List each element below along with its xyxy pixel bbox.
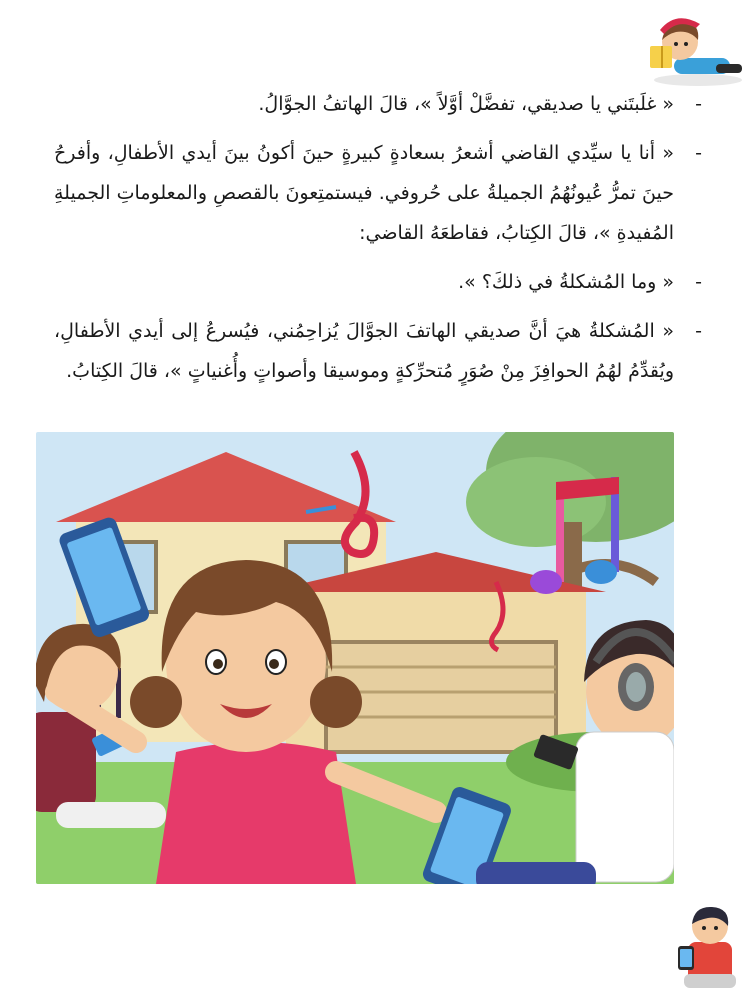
paragraph-dash: - xyxy=(695,271,702,293)
paragraph-text: « غلَبتَني يا صديقي، تفضَّلْ أوَّلاً »، قالَ الهاتفُ الجوَّالُ. xyxy=(258,93,674,115)
paragraph-dash: - xyxy=(695,320,702,342)
paragraph-4 xyxy=(54,311,702,391)
reading-boy-icon xyxy=(646,6,746,88)
paragraph-3 xyxy=(54,262,702,302)
paragraph-dash: - xyxy=(695,93,702,115)
story-text xyxy=(54,84,702,400)
paragraph-text: « أنا يا سيِّدي القاضي أشعرُ بسعادةٍ كبيرةٍ حينَ أكونُ بينَ أيدي الأطفالِ، وأفرحُ حينَ تمرُّ عُيونُهُمُ الجميلةُ على حُروفي. فيستمتِعونَ بالقصصِ والمعلوماتِ الجميلةِ المُفيدةِ »، قالَ الكِتابُ، فقاطعَهُ القاضي: xyxy=(54,142,674,244)
paragraph-dash: - xyxy=(695,142,702,164)
paragraph-text: « المُشكلةُ هيَ أنَّ صديقي الهاتفَ الجوَّالَ يُزاحِمُني، فيُسرعُ إلى أيدي الأطفالِ، ويُقدِّمُ لهُمُ الحوافِزَ مِنْ صُوَرٍ مُتحرِّكةٍ وموسيقا وأصواتٍ وأُغنياتٍ »، قالَ الكِتابُ. xyxy=(54,320,674,382)
paragraph-1 xyxy=(54,84,702,124)
boy-with-phone-icon xyxy=(674,898,746,994)
paragraph-2 xyxy=(54,133,702,253)
paragraph-text: « وما المُشكلةُ في ذلكَ؟ ». xyxy=(458,271,674,293)
story-illustration xyxy=(36,432,674,884)
